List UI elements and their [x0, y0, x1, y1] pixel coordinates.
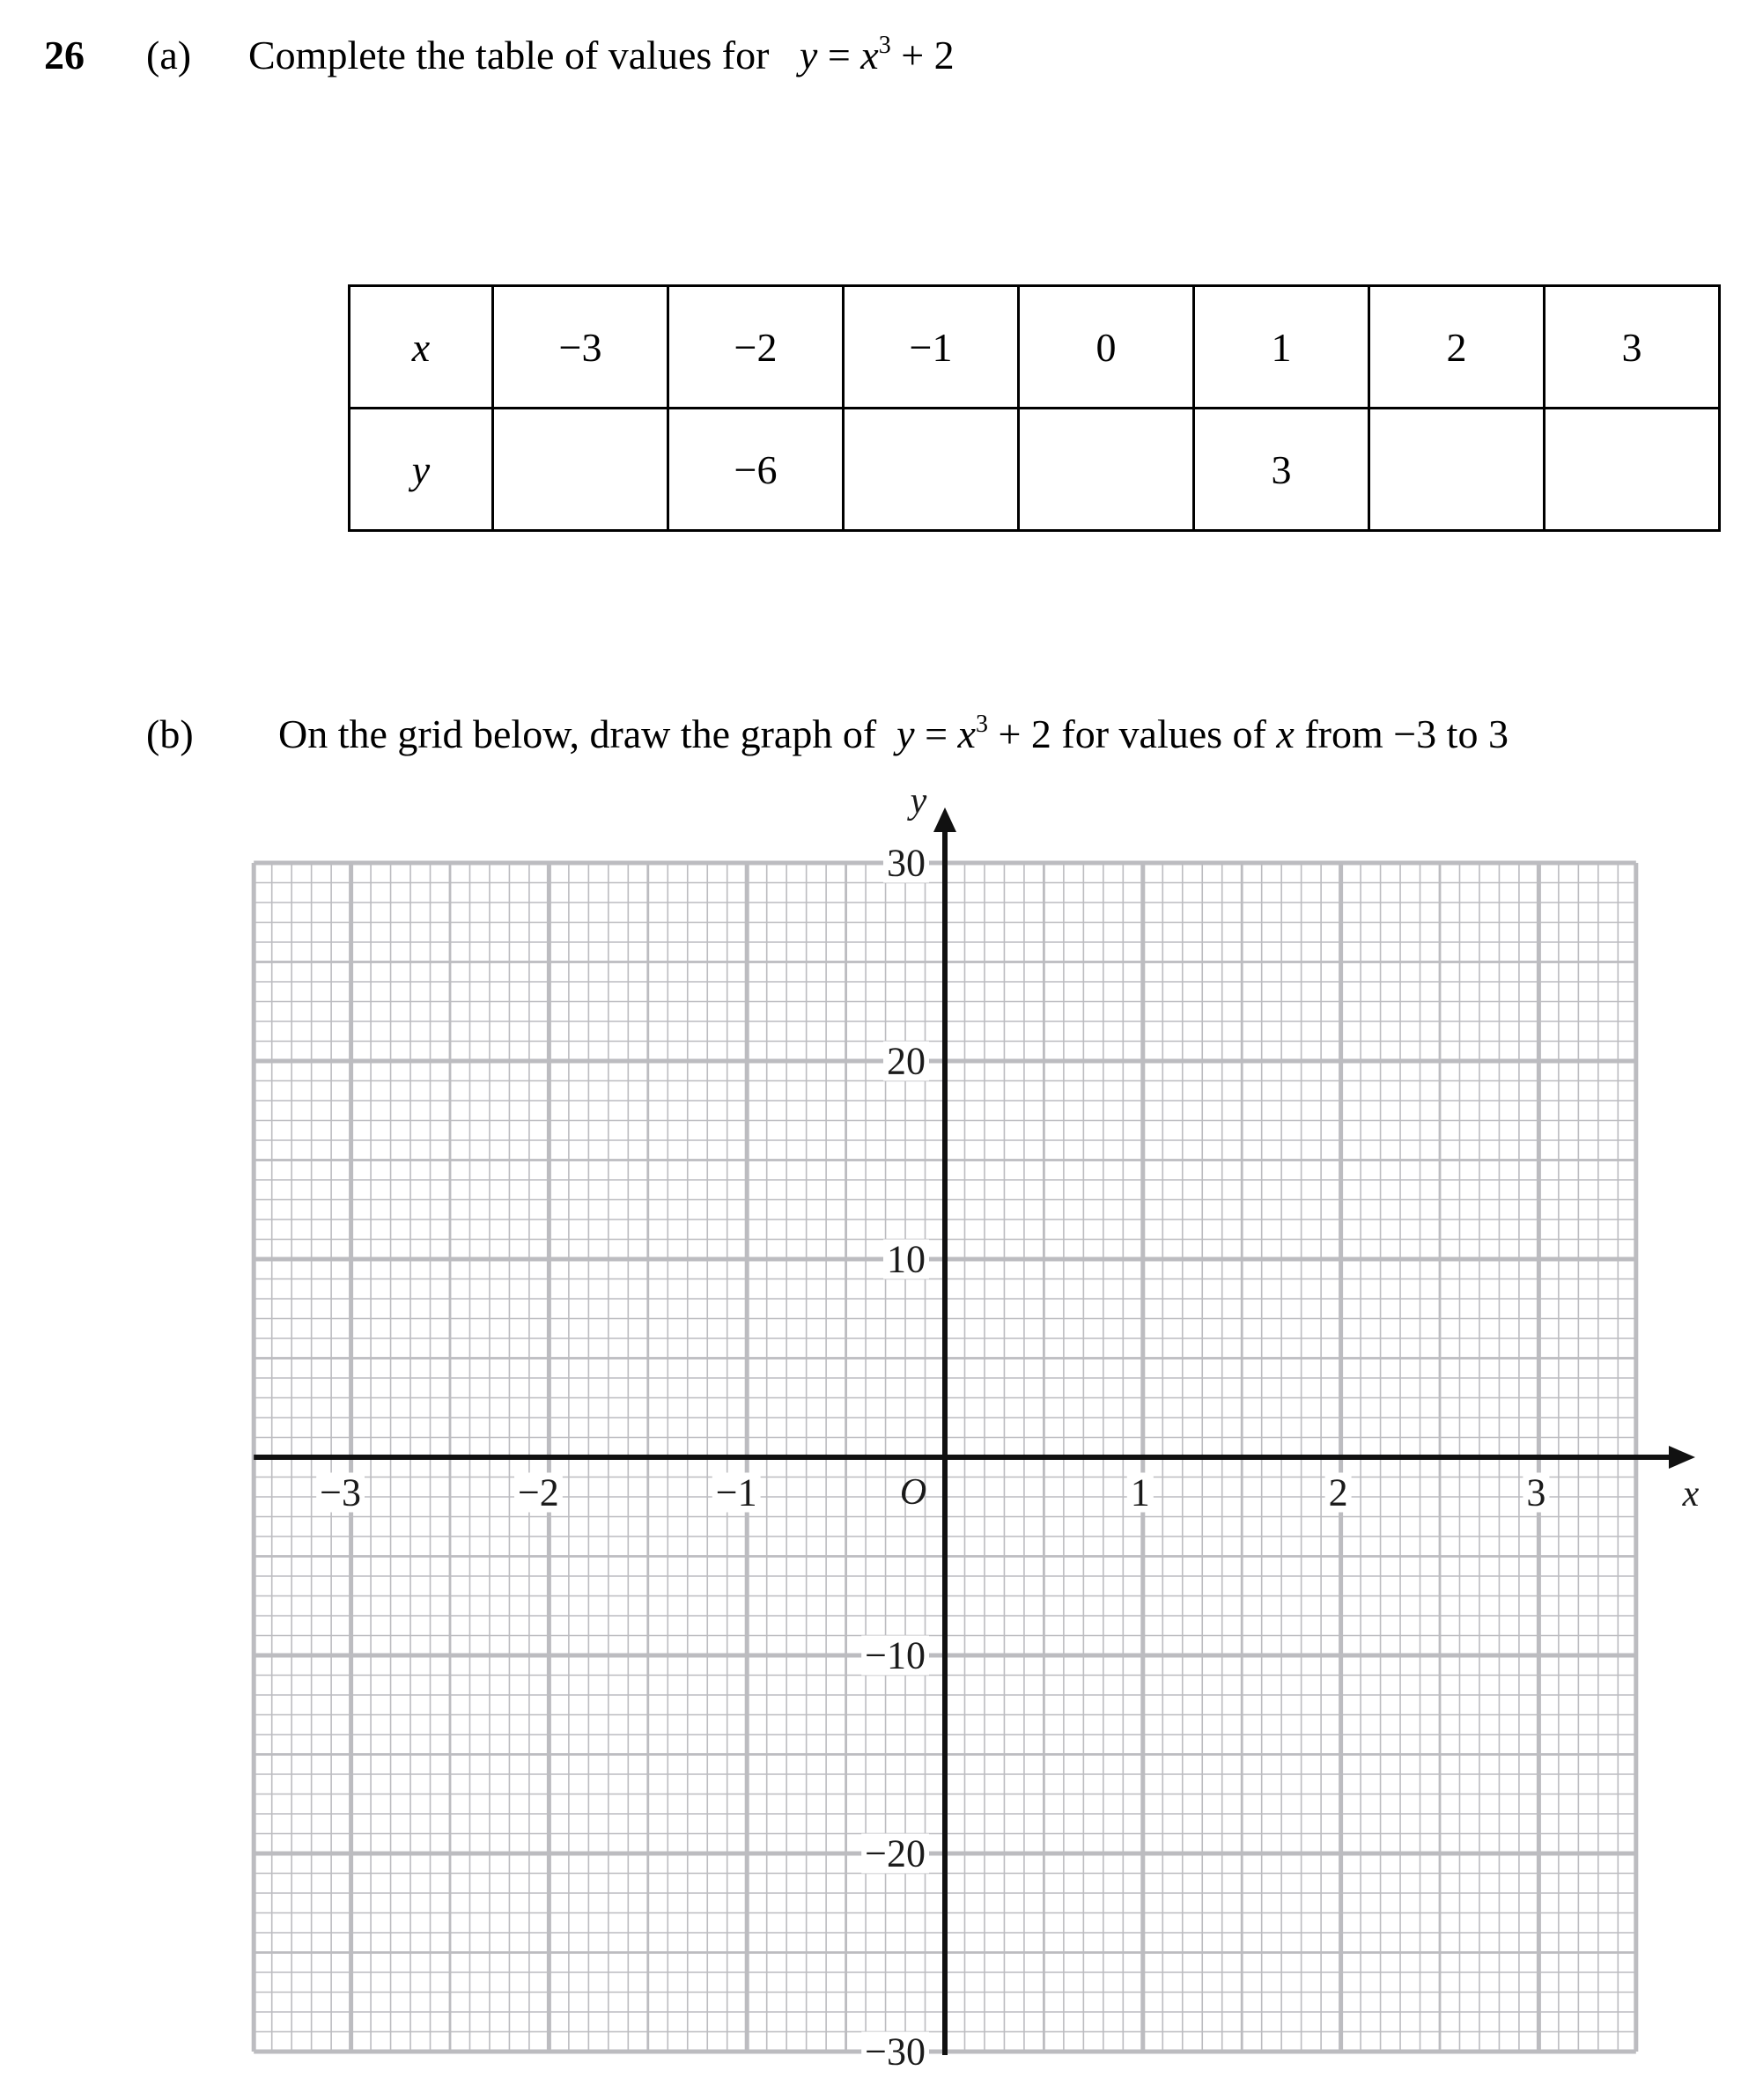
row-header-y: y	[350, 409, 493, 531]
part-b-suffix-2: from −3 to 3	[1294, 711, 1509, 756]
eq-exponent: 3	[975, 711, 988, 738]
tick-labels	[316, 781, 1699, 2074]
eq-var: x	[957, 711, 976, 756]
part-b-suffix-var: x	[1276, 711, 1295, 756]
x-tick-label: −1	[715, 1470, 757, 1514]
y-axis-arrow-icon	[933, 807, 956, 832]
part-b-suffix-1: for values of	[1051, 711, 1277, 756]
y-tick-label: 10	[887, 1237, 926, 1281]
question-number: 26	[44, 33, 85, 77]
y-tick-label: 30	[887, 841, 926, 885]
eq-lhs: y	[799, 33, 818, 77]
x-cell: 3	[1545, 286, 1720, 409]
eq-equals: =	[817, 33, 861, 77]
origin-label: O	[899, 1472, 927, 1513]
x-axis-label: x	[1682, 1474, 1700, 1514]
y-tick-label: −30	[865, 2030, 926, 2074]
part-b-text: On the grid below, draw the graph of	[278, 711, 877, 756]
row-header-x: x	[350, 286, 493, 409]
x-cell: −1	[844, 286, 1019, 409]
x-tick-label: −3	[320, 1470, 362, 1514]
x-axis-arrow-icon	[1669, 1446, 1695, 1469]
part-a-label: (a)	[146, 33, 192, 77]
y-tick-label: −20	[865, 1831, 926, 1875]
eq-exponent: 3	[878, 32, 891, 59]
x-cell: −3	[493, 286, 668, 409]
x-tick-label: 1	[1130, 1470, 1150, 1514]
y-tick-label: 20	[887, 1039, 926, 1083]
x-cell: −2	[668, 286, 844, 409]
x-tick-label: 2	[1328, 1470, 1348, 1514]
eq-rest: + 2	[987, 711, 1051, 756]
eq-lhs: y	[896, 711, 915, 756]
x-tick-label: 3	[1526, 1470, 1546, 1514]
part-b-label: (b)	[146, 711, 194, 756]
eq-rest: + 2	[890, 33, 955, 77]
eq-var: x	[860, 33, 879, 77]
x-cell: 0	[1019, 286, 1194, 409]
x-cell: 2	[1369, 286, 1545, 409]
y-axis-label: y	[910, 781, 927, 822]
y-tick-label: −10	[865, 1633, 926, 1677]
x-tick-label: −2	[517, 1470, 559, 1514]
y-cell: −6	[668, 409, 844, 531]
x-cell: 1	[1194, 286, 1369, 409]
y-cell: 3	[1194, 409, 1369, 531]
part-a-text: Complete the table of values for	[248, 33, 770, 77]
eq-equals: =	[914, 711, 958, 756]
